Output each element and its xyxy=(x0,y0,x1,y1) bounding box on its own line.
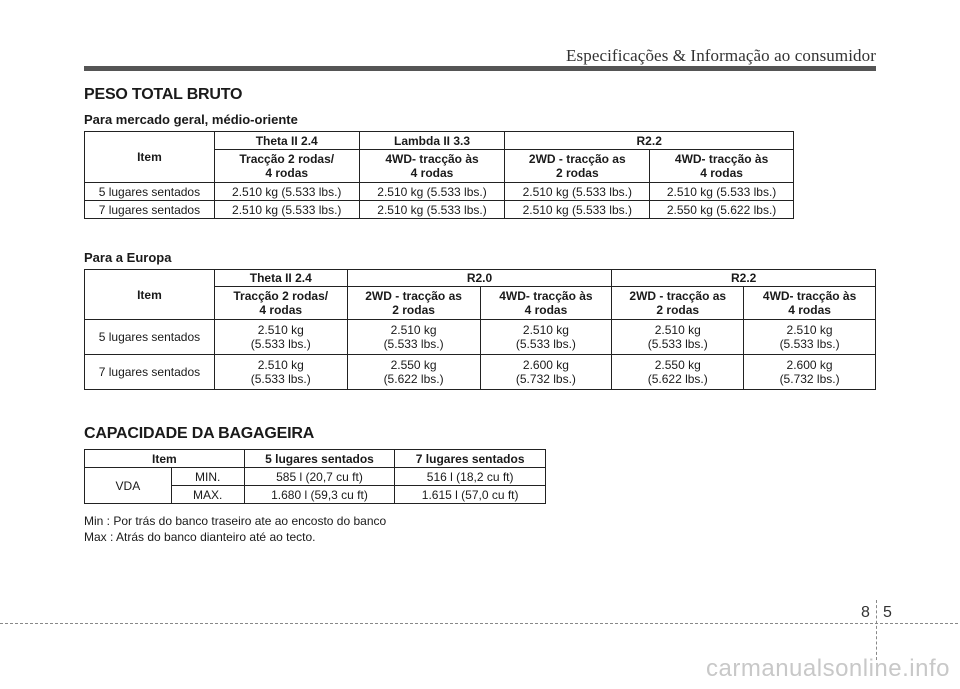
page-number: 5 xyxy=(883,604,892,621)
header-drive: 4WD- tracção às 4 rodas xyxy=(480,287,612,320)
table-cell: 2.510 kg (5.533 lbs.) xyxy=(612,320,744,355)
luggage-table xyxy=(84,449,546,504)
subtitle-europe: Para a Europa xyxy=(84,250,172,265)
row-label: 5 lugares sentados xyxy=(85,183,215,201)
section-title-weight: PESO TOTAL BRUTO xyxy=(84,86,243,103)
table-header-row xyxy=(85,132,794,150)
subtitle-general-market: Para mercado geral, médio-oriente xyxy=(84,112,298,127)
table-header-row xyxy=(85,270,876,287)
header-7-seats: 7 lugares sentados xyxy=(395,450,546,468)
header-rule xyxy=(84,66,876,71)
page-header-title: Especificações & Informação ao consumidor xyxy=(566,46,876,65)
table-row xyxy=(85,183,794,201)
header-drive: 4WD- tracção às 4 rodas xyxy=(359,150,505,183)
header-drive: 4WD- tracção às 4 rodas xyxy=(744,287,876,320)
table-cell: 2.510 kg (5.533 lbs.) xyxy=(505,183,650,201)
header-drive: 4WD- tracção às 4 rodas xyxy=(650,150,794,183)
header-item: Item xyxy=(85,450,245,468)
header-drive: 2WD - tracção as 2 rodas xyxy=(347,287,480,320)
note-min: Min : Por trás do banco traseiro ate ao encosto do banco xyxy=(84,514,387,528)
table-cell: 2.600 kg (5.732 lbs.) xyxy=(480,355,612,390)
row-label: 5 lugares sentados xyxy=(85,320,215,355)
header-drive: Tracção 2 rodas/ 4 rodas xyxy=(214,287,347,320)
header-engine: R2.0 xyxy=(347,270,612,287)
header-engine: Lambda II 3.3 xyxy=(359,132,505,150)
row-group-label: VDA xyxy=(85,468,172,504)
weight-table-general xyxy=(84,131,794,219)
watermark-text: carmanualsonline.info xyxy=(706,655,950,682)
header-drive: Tracção 2 rodas/ 4 rodas xyxy=(214,150,359,183)
chapter-number: 8 xyxy=(861,604,870,621)
table-cell: 2.510 kg (5.533 lbs.) xyxy=(650,183,794,201)
header-engine: R2.2 xyxy=(505,132,794,150)
table-cell: 2.510 kg (5.533 lbs.) xyxy=(347,320,480,355)
table-cell: 2.510 kg (5.533 lbs.) xyxy=(214,320,347,355)
table-cell: 2.510 kg (5.533 lbs.) xyxy=(214,201,359,219)
table-cell: 2.510 kg (5.533 lbs.) xyxy=(480,320,612,355)
header-engine: Theta II 2.4 xyxy=(214,132,359,150)
row-label: 7 lugares sentados xyxy=(85,201,215,219)
header-item: Item xyxy=(85,270,215,320)
table-row xyxy=(85,201,794,219)
table-cell: 585 l (20,7 cu ft) xyxy=(244,468,395,486)
section-title-luggage: CAPACIDADE DA BAGAGEIRA xyxy=(84,425,315,442)
footer-divider xyxy=(0,623,958,624)
table-cell: 516 l (18,2 cu ft) xyxy=(395,468,546,486)
header-drive: 2WD - tracção as 2 rodas xyxy=(612,287,744,320)
row-label: 7 lugares sentados xyxy=(85,355,215,390)
row-label: MIN. xyxy=(171,468,244,486)
table-cell: 2.510 kg (5.533 lbs.) xyxy=(214,355,347,390)
row-label: MAX. xyxy=(171,486,244,504)
header-engine: Theta II 2.4 xyxy=(214,270,347,287)
table-row xyxy=(85,355,876,390)
table-cell: 2.510 kg (5.533 lbs.) xyxy=(744,320,876,355)
table-cell: 2.550 kg (5.622 lbs.) xyxy=(347,355,480,390)
table-cell: 2.510 kg (5.533 lbs.) xyxy=(359,183,505,201)
header-drive: 2WD - tracção as 2 rodas xyxy=(505,150,650,183)
note-max: Max : Atrás do banco dianteiro até ao tecto. xyxy=(84,530,316,544)
table-header-row xyxy=(85,450,546,468)
table-cell: 2.550 kg (5.622 lbs.) xyxy=(650,201,794,219)
table-cell: 2.550 kg (5.622 lbs.) xyxy=(612,355,744,390)
table-cell: 2.600 kg (5.732 lbs.) xyxy=(744,355,876,390)
table-cell: 1.615 l (57,0 cu ft) xyxy=(395,486,546,504)
weight-table-europe xyxy=(84,269,876,390)
table-row xyxy=(85,320,876,355)
table-row xyxy=(85,468,546,486)
table-cell: 2.510 kg (5.533 lbs.) xyxy=(214,183,359,201)
table-cell: 1.680 l (59,3 cu ft) xyxy=(244,486,395,504)
header-item: Item xyxy=(85,132,215,183)
table-cell: 2.510 kg (5.533 lbs.) xyxy=(359,201,505,219)
footer-vertical-divider xyxy=(876,600,877,660)
table-cell: 2.510 kg (5.533 lbs.) xyxy=(505,201,650,219)
header-engine: R2.2 xyxy=(612,270,876,287)
header-5-seats: 5 lugares sentados xyxy=(244,450,395,468)
